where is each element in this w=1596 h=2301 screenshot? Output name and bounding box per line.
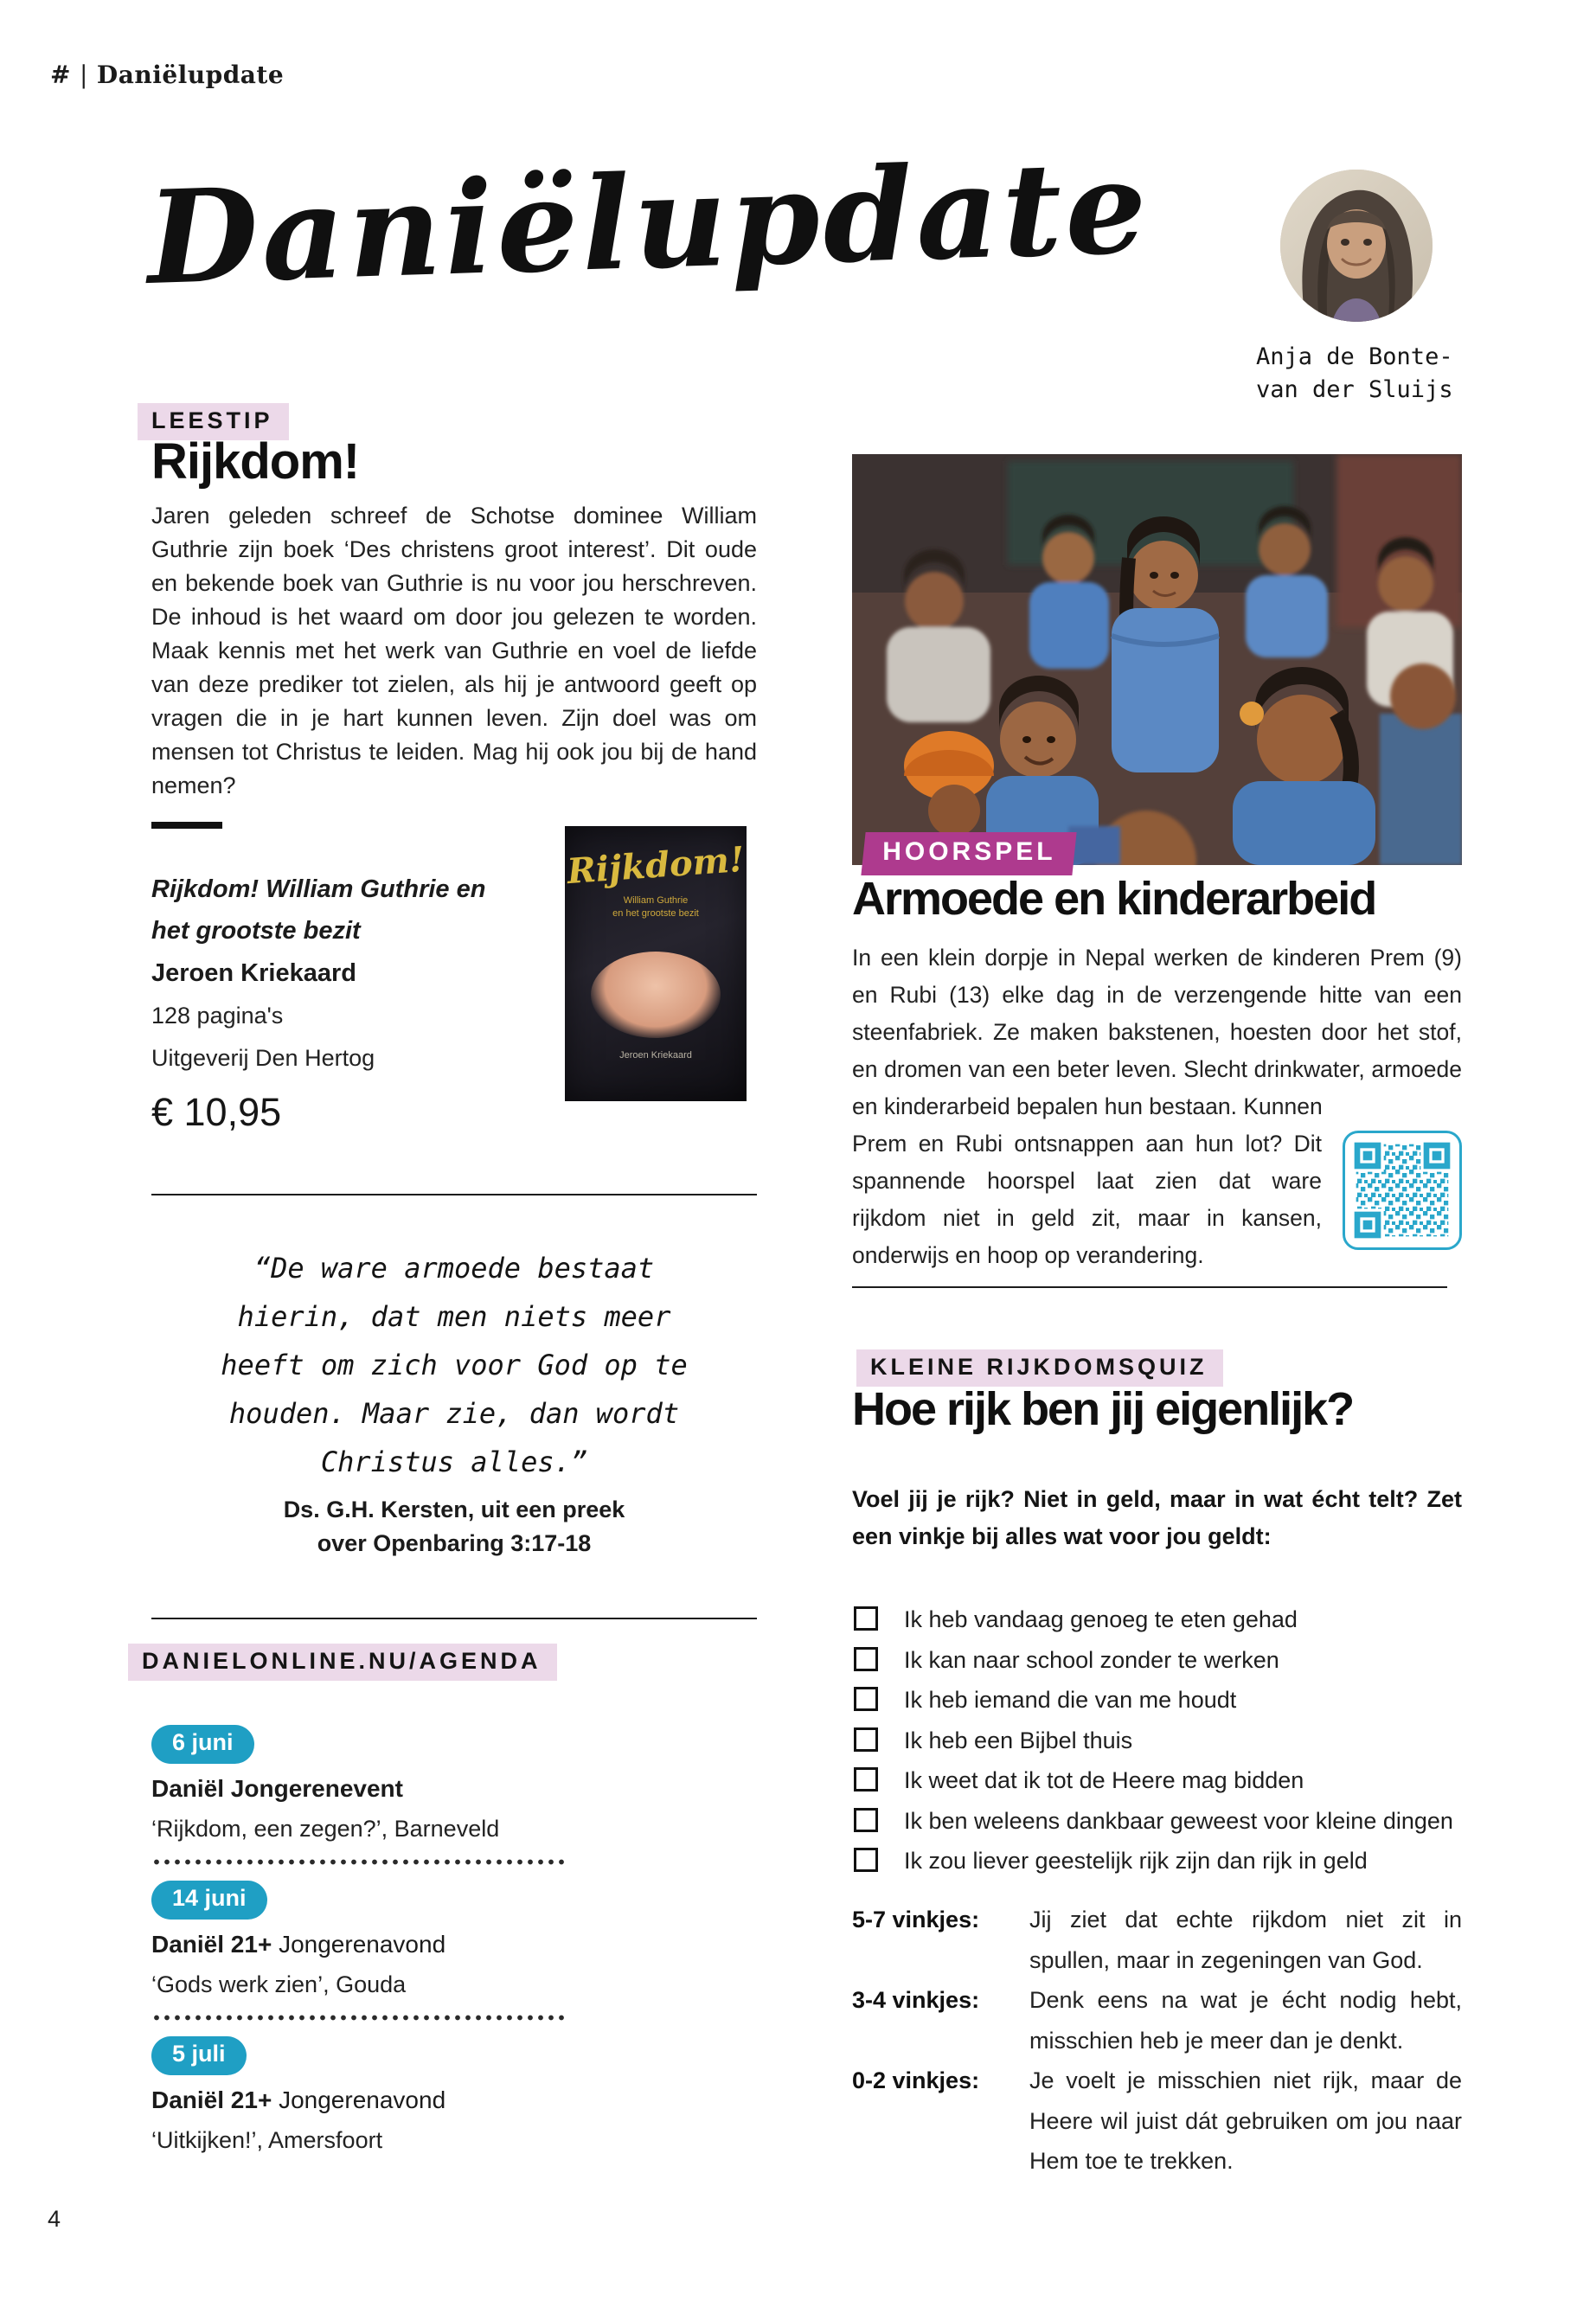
quiz-checklist — [852, 1602, 1462, 1884]
hoorspel-body — [852, 939, 1462, 1274]
page-title-script: Daniëlupdate — [144, 131, 1152, 314]
quiz-result: 5-7 vinkjes: Jij ziet dat echte rijkdom niet zit in spullen, maar in zegeningen van God. — [852, 1907, 1462, 1973]
agenda-item-title: Daniël 21+ Jongerenavond — [151, 1931, 446, 1958]
quiz-intro: Voel jij je rijk? Niet in geld, maar in wat écht telt? Zet een vinkje bij alles wat voor jou geldt: — [852, 1486, 1462, 1549]
author-caption — [1256, 341, 1533, 407]
book-pages: 128 pagina's — [151, 1003, 284, 1029]
children-photo — [852, 454, 1462, 865]
quote-attribution: Ds. G.H. Kersten, uit een preek over Openbaring 3:17-18 — [283, 1497, 625, 1556]
header-separator: | — [79, 61, 88, 89]
quiz-result: 3-4 vinkjes: Denk eens na wat je écht nodig hebt, misschien heb je meer dan je denkt. — [852, 1987, 1462, 2054]
book-cover-subtitle: William Guthrie en het grootste bezit — [612, 895, 699, 919]
hoorspel-label: HOORSPEL — [861, 832, 1077, 875]
agenda-item — [151, 2036, 757, 2153]
book-cover-author: Jeroen Kriekaard — [619, 1050, 692, 1061]
agenda-item-title: Daniël Jongerenevent — [151, 1775, 403, 1802]
book-title-line2: het grootste bezit — [151, 917, 361, 945]
pull-quote: “De ware armoede bestaat hierin, dat men niets meer heeft om zich voor God op te houden. Maar zie, dan wordt Christus alles.” — [221, 1252, 688, 1478]
divider-rule — [151, 1194, 757, 1195]
magazine-section-header — [50, 61, 284, 89]
hoorspel-body-part1: In een klein dorpje in Nepal werken de kinderen Prem (9) en Rubi (13) elke dag in de verzengende hitte van een steenfabriek. Ze maken bakstenen, hoesten door het stof, en dromen van een beter leven. Slecht drinkwater, armoede en kinderarbeid bepalen hun bestaan. Kunnen — [852, 945, 1462, 1119]
quiz-results — [852, 1900, 1462, 2182]
checklist-item: Ik heb iemand die van me houdt — [852, 1682, 1462, 1723]
book-publisher: Uitgeverij Den Hertog — [151, 1045, 375, 1071]
quiz-label: KLEINE RIJKDOMSQUIZ — [856, 1349, 1223, 1387]
hash-icon: # — [50, 61, 71, 89]
author-caption-line2: van der Sluijs — [1256, 376, 1453, 403]
dotted-separator — [151, 1859, 567, 1865]
agenda-heading: DANIELONLINE.NU/AGENDA — [128, 1644, 557, 1681]
leestip-label: LEESTIP — [138, 403, 289, 440]
agenda-item — [151, 1881, 757, 1997]
agenda-date-pill: 14 juni — [151, 1881, 267, 1920]
quiz-result: 0-2 vinkjes: Je voelt je misschien niet rijk, maar de Heere wil juist dát gebruiken om jou naar Hem toe te trekken. — [852, 2067, 1462, 2174]
qr-code — [1343, 1131, 1462, 1250]
checkbox[interactable] — [854, 1808, 878, 1832]
agenda-date-pill: 5 juli — [151, 2036, 247, 2075]
author-portrait-photo — [1280, 170, 1433, 322]
checklist-item: Ik ben weleens dankbaar geweest voor kleine dingen — [852, 1804, 1462, 1844]
checklist-item: Ik weet dat ik tot de Heere mag bidden — [852, 1763, 1462, 1804]
book-price: € 10,95 — [151, 1090, 282, 1134]
book-cover-title: Rijkdom! — [566, 838, 746, 893]
checkbox[interactable] — [854, 1767, 878, 1791]
agenda-item — [151, 1725, 757, 1842]
book-info — [151, 868, 558, 1135]
agenda-list — [151, 1725, 757, 2153]
agenda-item-detail: ‘Uitkijken!’, Amersfoort — [151, 2127, 383, 2153]
book-section-rule — [151, 822, 222, 829]
leestip-body-text: Jaren geleden schreef de Schotse dominee William Guthrie zijn boek ‘Des christens groot interest’. Dit oude en bekende boek van Guthrie is nu voor jou herschreven. De inhoud is het waard om door jou gelezen te worden. Maak kennis met het werk van Guthrie en voel de liefde van deze prediker tot zielen, als hij je antwoord geeft op vragen die in je hart kunnen leven. Zijn doel was om mensen tot Christus te leiden. Mag hij ook jou bij de hand nemen? — [151, 503, 757, 798]
book-title-line1: Rijkdom! William Guthrie en — [151, 875, 486, 903]
book-cover-image — [565, 826, 747, 1101]
qr-code-graphic — [1354, 1142, 1451, 1239]
checklist-item: Ik heb een Bijbel thuis — [852, 1723, 1462, 1764]
checklist-item: Ik kan naar school zonder te werken — [852, 1643, 1462, 1683]
author-caption-line1: Anja de Bonte- — [1256, 343, 1453, 370]
checklist-item: Ik heb vandaag genoeg te eten gehad — [852, 1602, 1462, 1643]
checklist-item: Ik zou liever geestelijk rijk zijn dan rijk in geld — [852, 1843, 1462, 1884]
checkbox[interactable] — [854, 1647, 878, 1671]
leestip-heading: Rijkdom! — [151, 433, 360, 490]
header-title: Daniëlupdate — [96, 61, 285, 89]
checkbox[interactable] — [854, 1606, 878, 1631]
checkbox[interactable] — [854, 1848, 878, 1872]
page-number: 4 — [48, 2206, 61, 2232]
hoorspel-body-part2: Prem en Rubi ontsnappen aan hun lot? Dit spannende hoorspel laat zien dat ware rijkdom niet in geld zit, maar in kansen, onderwijs en hoop op verandering. — [852, 1131, 1322, 1268]
children-photo-illustration — [852, 454, 1462, 865]
divider-rule — [151, 1618, 757, 1619]
agenda-date-pill: 6 juni — [151, 1725, 254, 1764]
portrait-illustration — [1280, 170, 1433, 322]
agenda-item-detail: ‘Gods werk zien’, Gouda — [151, 1971, 407, 1997]
agenda-item-detail: ‘Rijkdom, een zegen?’, Barneveld — [151, 1816, 500, 1842]
book-author: Jeroen Kriekaard — [151, 959, 356, 987]
divider-rule — [852, 1286, 1447, 1288]
book-cover-hands-art — [591, 952, 721, 1038]
hoorspel-heading: Armoede en kinderarbeid — [852, 873, 1376, 925]
checkbox[interactable] — [854, 1687, 878, 1711]
quiz-heading: Hoe rijk ben jij eigenlijk? — [852, 1383, 1354, 1435]
dotted-separator — [151, 2015, 567, 2021]
checkbox[interactable] — [854, 1727, 878, 1752]
agenda-item-title: Daniël 21+ Jongerenavond — [151, 2086, 446, 2113]
